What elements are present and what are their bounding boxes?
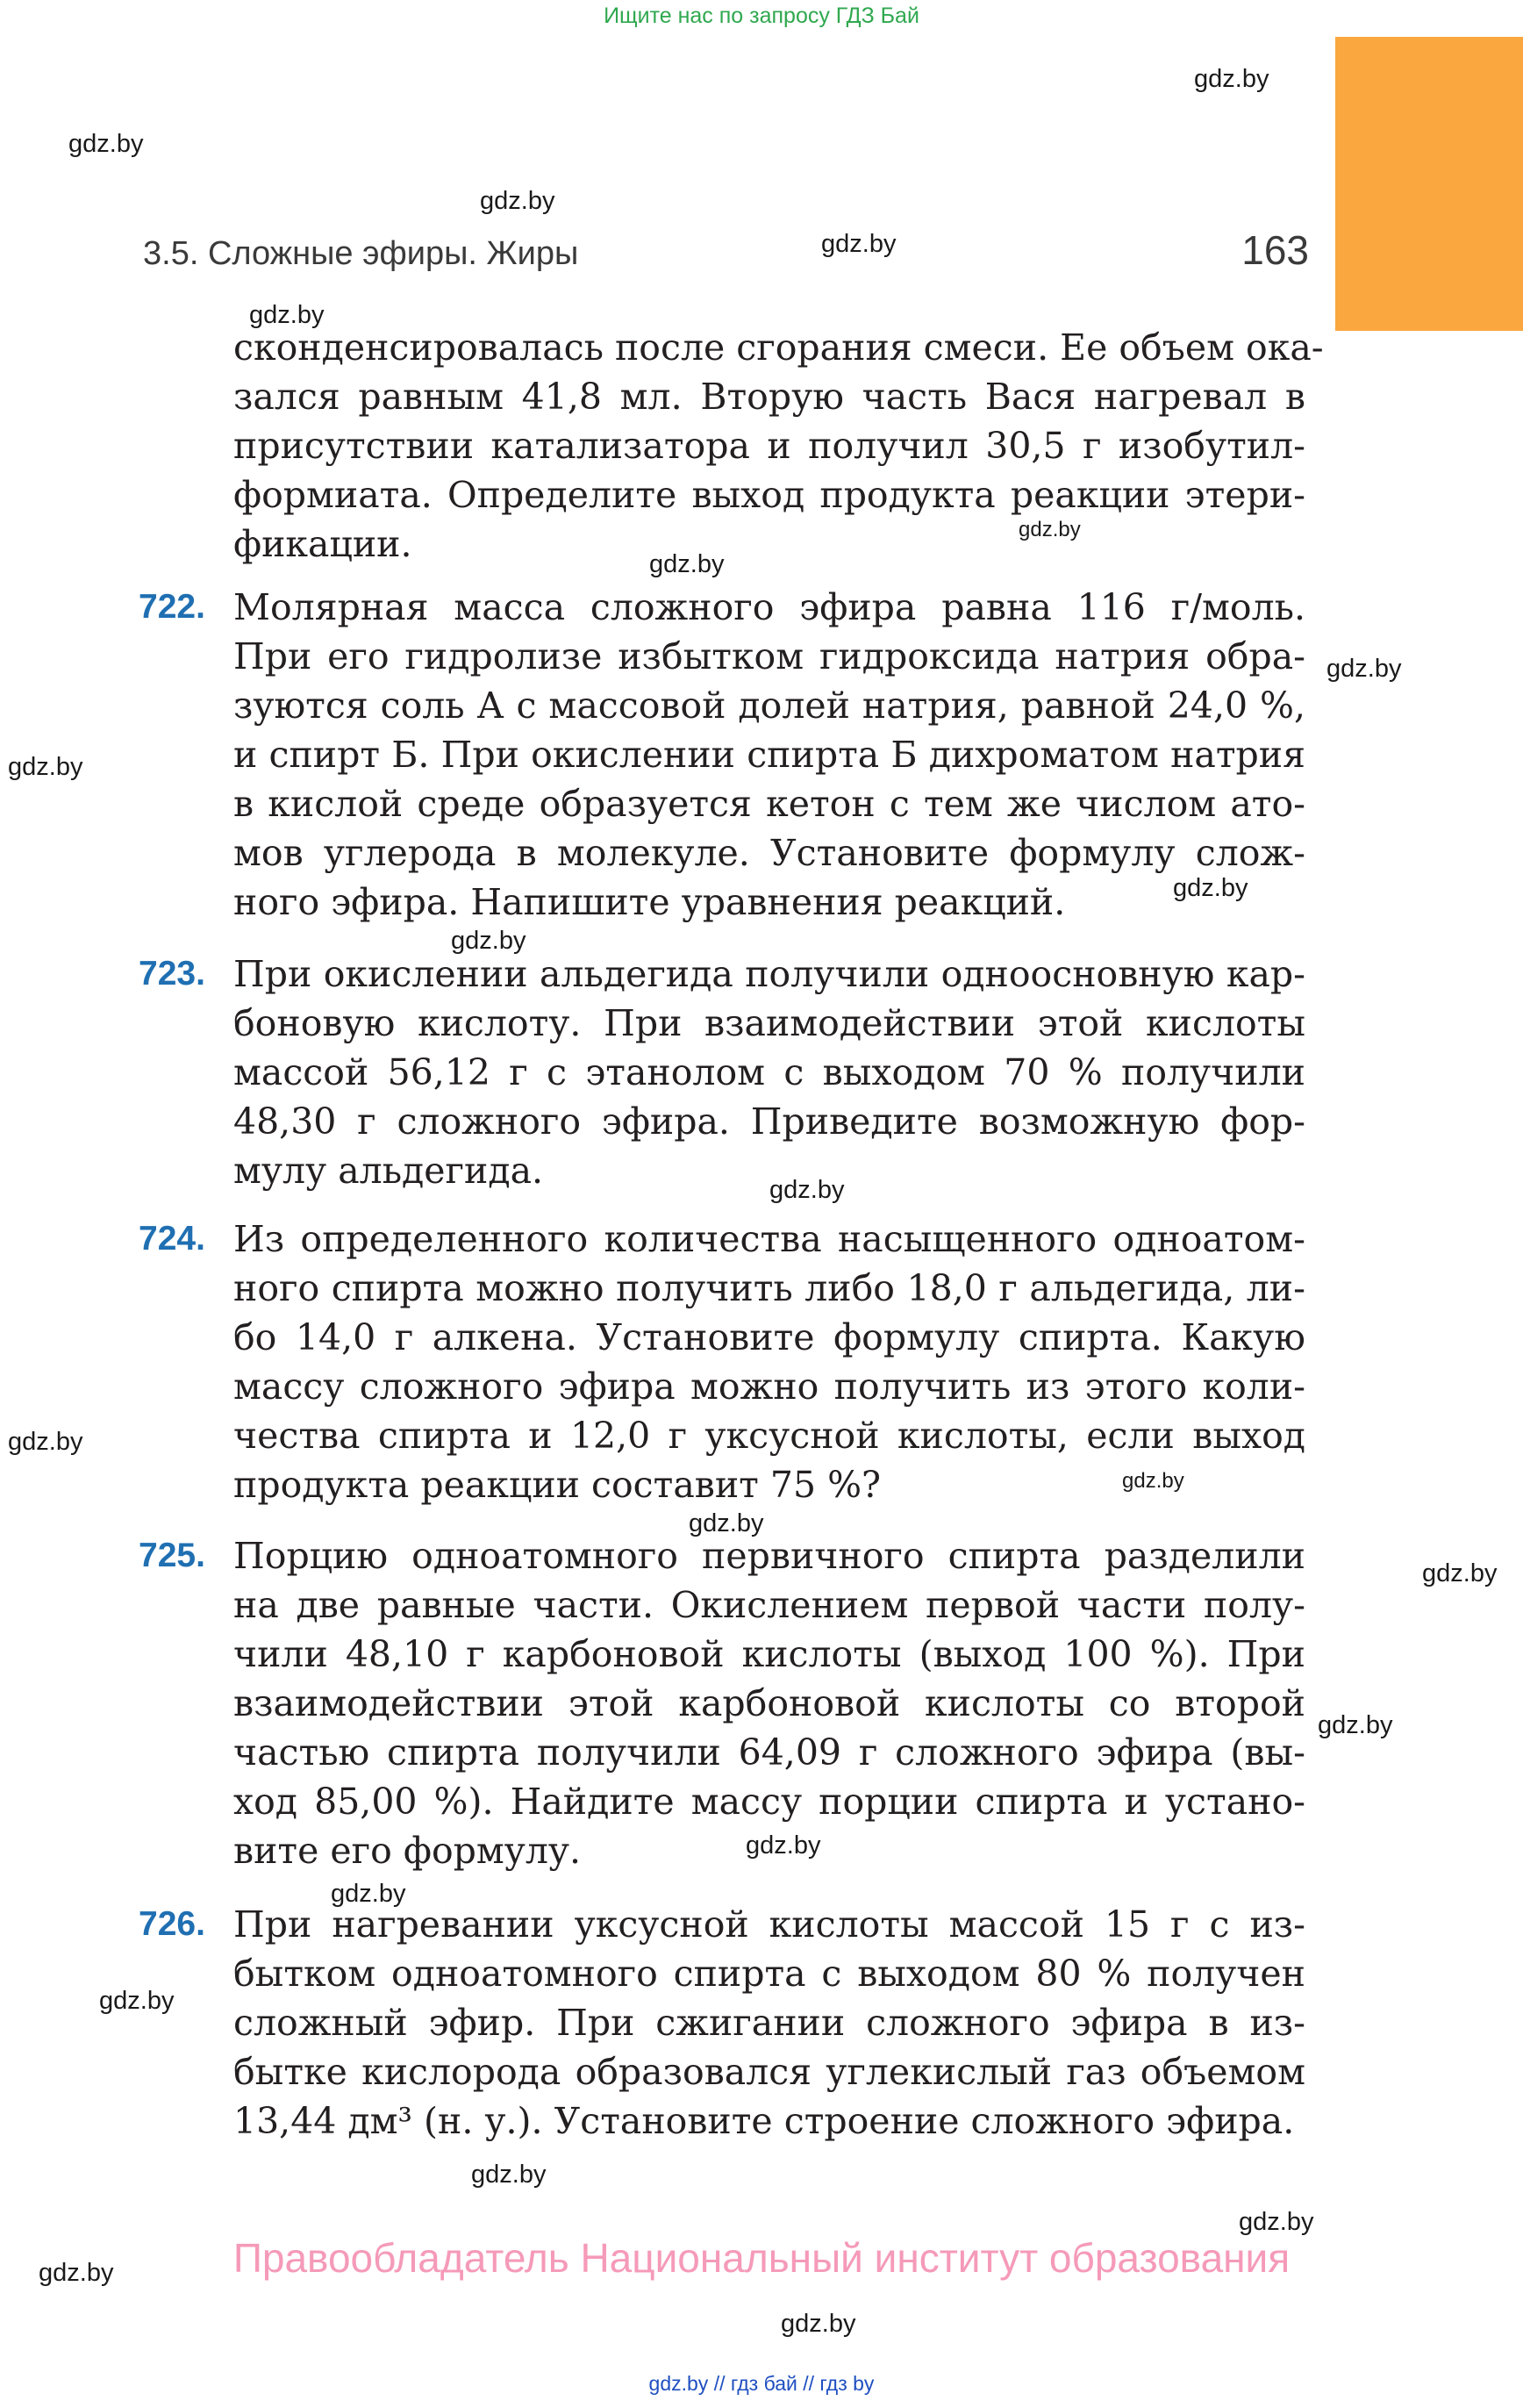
text-line: чили 48,10 г карбоновой кислоты (выход 100 %). При bbox=[233, 1633, 1305, 1675]
text-line: При окислении альдегида получили одноосновную кар- bbox=[233, 953, 1305, 995]
text-line: массой 56,12 г с этанолом с выходом 70 % получили bbox=[233, 1051, 1305, 1093]
text-line: бо 14,0 г алкена. Установите формулу спирта. Какую bbox=[233, 1316, 1305, 1358]
text-line: Порцию одноатомного первичного спирта разделили bbox=[233, 1535, 1305, 1577]
problem-723-text bbox=[233, 950, 1305, 1195]
text-line: 13,44 дм³ (н. у.). Установите строение сложного эфира. bbox=[233, 2100, 1295, 2142]
problem-725-text bbox=[233, 1531, 1305, 1875]
watermark: gdz.by bbox=[99, 1987, 175, 2015]
text-line: чества спирта и 12,0 г уксусной кислоты, если выход bbox=[233, 1415, 1305, 1457]
text-line: фикации. bbox=[233, 523, 412, 565]
watermark: gdz.by bbox=[1194, 65, 1269, 93]
watermark: gdz.by bbox=[1239, 2208, 1314, 2236]
watermark: gdz.by bbox=[1173, 874, 1248, 902]
text-line: ного эфира. Напишите уравнения реакций. bbox=[233, 881, 1066, 923]
watermark: gdz.by bbox=[249, 301, 325, 329]
watermark: gdz.by bbox=[821, 230, 897, 258]
watermark: gdz.by bbox=[769, 1176, 845, 1204]
page-number: 163 bbox=[1241, 227, 1309, 273]
watermark: gdz.by bbox=[68, 130, 144, 158]
section-title: 3.5. Сложные эфиры. Жиры bbox=[143, 235, 579, 272]
watermark: gdz.by bbox=[1122, 1469, 1184, 1493]
text-line: ного спирта можно получить либо 18,0 г альдегида, ли- bbox=[233, 1267, 1305, 1309]
watermark: gdz.by bbox=[8, 753, 83, 781]
watermark: gdz.by bbox=[746, 1831, 821, 1860]
footer-links[interactable]: gdz.by // гдз бай // гдз by bbox=[648, 2372, 875, 2395]
problem-number-725: 725. bbox=[139, 1537, 205, 1574]
text-line: 48,30 г сложного эфира. Приведите возможную фор- bbox=[233, 1100, 1305, 1143]
watermark: gdz.by bbox=[1422, 1559, 1498, 1587]
text-line: присутствии катализатора и получил 30,5 г изобутил- bbox=[233, 425, 1305, 467]
text-line: При его гидролизе избытком гидроксида натрия обра- bbox=[233, 635, 1305, 677]
watermark: gdz.by bbox=[480, 187, 555, 215]
watermark: gdz.by bbox=[689, 1509, 764, 1537]
text-line: взаимодействии этой карбоновой кислоты со второй bbox=[233, 1682, 1305, 1724]
text-line: и спирт Б. При окислении спирта Б дихроматом натрия bbox=[233, 734, 1305, 776]
problem-number-723: 723. bbox=[139, 955, 205, 993]
top-banner[interactable]: Ищите нас по запросу ГДЗ Бай bbox=[604, 4, 919, 28]
text-line: массу сложного эфира можно получить из этого коли- bbox=[233, 1365, 1305, 1408]
watermark: gdz.by bbox=[1019, 518, 1081, 541]
text-line: При нагревании уксусной кислоты массой 15 г с из- bbox=[233, 1903, 1305, 1946]
text-line: бытком одноатомного спирта с выходом 80 % получен bbox=[233, 1953, 1305, 1995]
text-line: продукта реакции составит 75 %? bbox=[233, 1464, 882, 1506]
text-line: в кислой среде образуется кетон с тем же числом ато- bbox=[233, 783, 1305, 825]
watermark: gdz.by bbox=[781, 2310, 856, 2338]
text-line: боновую кислоту. При взаимодействии этой кислоты bbox=[233, 1002, 1305, 1044]
watermark: gdz.by bbox=[331, 1880, 406, 1908]
watermark: gdz.by bbox=[451, 927, 526, 955]
intro-text bbox=[233, 323, 1324, 569]
text-line: бытке кислорода образовался углекислый газ объемом bbox=[233, 2051, 1305, 2093]
problem-722-text bbox=[233, 583, 1305, 927]
problem-number-726: 726. bbox=[139, 1905, 205, 1943]
text-line: ход 85,00 %). Найдите массу порции спирта и устано- bbox=[233, 1781, 1305, 1823]
orange-corner-tab bbox=[1335, 37, 1523, 331]
problem-726-text bbox=[233, 1900, 1305, 2146]
text-line: зуются соль А с массовой долей натрия, равной 24,0 %, bbox=[233, 684, 1305, 727]
text-line: зался равным 41,8 мл. Вторую часть Вася нагревал в bbox=[233, 376, 1305, 418]
problem-724-text bbox=[233, 1215, 1305, 1509]
text-line: Из определенного количества насыщенного одноатом- bbox=[233, 1218, 1305, 1260]
text-line: на две равные части. Окислением первой части полу- bbox=[233, 1584, 1305, 1626]
text-line: сложный эфир. При сжигании сложного эфира в из- bbox=[233, 2002, 1305, 2044]
watermark: gdz.by bbox=[8, 1428, 83, 1456]
text-line: Молярная масса сложного эфира равна 116 г/моль. bbox=[233, 586, 1305, 628]
text-line: вите его формулу. bbox=[233, 1830, 582, 1872]
watermark: gdz.by bbox=[39, 2259, 114, 2287]
watermark: gdz.by bbox=[471, 2161, 547, 2189]
problem-number-724: 724. bbox=[139, 1220, 205, 1258]
text-line: мулу альдегида. bbox=[233, 1150, 544, 1192]
text-line: формиата. Определите выход продукта реакции этери- bbox=[233, 474, 1305, 516]
text-line: сконденсировалась после сгорания смеси. Ее объем ока- bbox=[233, 326, 1324, 369]
text-line: мов углерода в молекуле. Установите формулу слож- bbox=[233, 832, 1305, 874]
watermark: gdz.by bbox=[649, 550, 725, 578]
problem-number-722: 722. bbox=[139, 588, 205, 626]
copyright-notice: Правообладатель Национальный институт образования bbox=[232, 2235, 1291, 2281]
text-line: частью спирта получили 64,09 г сложного эфира (вы- bbox=[233, 1731, 1305, 1774]
watermark: gdz.by bbox=[1326, 655, 1402, 683]
watermark: gdz.by bbox=[1318, 1711, 1393, 1739]
